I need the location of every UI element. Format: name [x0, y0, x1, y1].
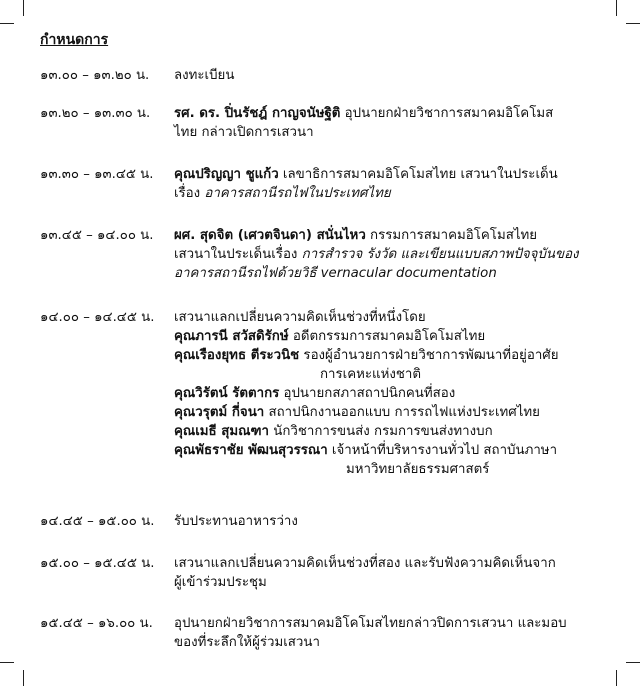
crop-mark-top-right [626, 23, 640, 24]
panelist: คุณเมธี สุมณฑา นักวิชาการขนส่ง กรมการขนส่งทางบก [174, 424, 493, 439]
schedule-description: อุปนายกฝ่ายวิชาการสมาคมอิโคโมสไทยกล่าวปิดการเสวนา และมอบ ของที่ระลึกให้ผู้ร่วมเสวนา [174, 616, 567, 650]
schedule-time: ๑๕.๔๕ – ๑๖.๐๐ น. [40, 616, 153, 631]
crop-mark-top-right [616, 0, 617, 16]
schedule-time: ๑๓.๐๐ – ๑๓.๒๐ น. [40, 68, 150, 83]
panelist-name: คุณวิรัตน์ รัตตากร [174, 386, 280, 401]
schedule-description: เสวนาแลกเปลี่ยนความคิดเห็นช่วงที่หนึ่งโดย คุณภารนี สวัสดิรักษ์ อดีตกรรมการสมาคมอิโคโมสไทย คุณเรืองยุทธ ตีระวนิช รองผู้อำนวยการฝ่ายวิชาการพัฒนาที่อยู่อาศัย การเคหะแห่งชาติ คุณวิรัตน์ รัตตากร อุปนายกสภาสถาปนิกคนที่สอง คุณวรุตม์ กี่จนา สถาปนิกงานออกแบบ การรถไฟแห่งประเทศไทย คุณเมธี สุมณฑา นักวิชาการขนส่ง กรมการขนส่งทางบก คุณพัธราชัย พัฒนสุวรรณา เจ้าหน้าที่บริหารงานทั่วไป สถาบันภาษา มหาวิทยาลัยธรรมศาสตร์ [174, 308, 604, 479]
panelist: คุณพัธราชัย พัฒนสุวรรณา เจ้าหน้าที่บริหารงานทั่วไป สถาบันภาษา [174, 443, 558, 458]
crop-mark-top-left [0, 23, 14, 24]
crop-mark-bottom-right [626, 662, 640, 663]
schedule-time: ๑๓.๓๐ – ๑๓.๔๕ น. [40, 167, 154, 182]
schedule-description: คุณปริญญา ชูแก้ว เลขาธิการสมาคมอิโคโมสไทย เสวนาในประเด็น เรื่อง อาคารสถานีรถไฟในประเทศไทย [174, 167, 558, 201]
schedule-time: ๑๓.๒๐ – ๑๓.๓๐ น. [40, 106, 151, 121]
page-title: กำหนดการ [40, 32, 109, 48]
panelist-name: คุณภารนี สวัสดิรักษ์ [174, 329, 289, 344]
schedule-time: ๑๔.๐๐ – ๑๔.๔๕ น. [40, 310, 155, 325]
topic-title: การสำรวจ รังวัด และเขียนแบบสภาพปัจจุบันของ [301, 247, 579, 262]
panelist: คุณเรืองยุทธ ตีระวนิช รองผู้อำนวยการฝ่ายวิชาการพัฒนาที่อยู่อาศัย [174, 348, 559, 363]
schedule-time: ๑๕.๐๐ – ๑๕.๔๕ น. [40, 556, 155, 571]
speaker-name: ผศ. สุดจิต (เศวตจินดา) สนั่นไหว [174, 228, 366, 243]
panelist-name: คุณเมธี สุมณฑา [174, 424, 270, 439]
schedule-description: รับประทานอาหารว่าง [174, 514, 298, 529]
schedule-time: ๑๓.๔๕ – ๑๔.๐๐ น. [40, 228, 154, 243]
speaker-name: รศ. ดร. ปิ่นรัชฎ์ กาญจนัษฐิติ [174, 106, 341, 121]
panelist-name: คุณเรืองยุทธ ตีระวนิช [174, 348, 300, 363]
schedule-time: ๑๔.๔๕ – ๑๕.๐๐ น. [40, 514, 155, 529]
topic-title: อาคารสถานีรถไฟในประเทศไทย [204, 186, 391, 201]
topic-title: อาคารสถานีรถไฟด้วยวิธี vernacular documentation [174, 266, 497, 281]
panelist: คุณวิรัตน์ รัตตากร อุปนายกสภาสถาปนิกคนที่สอง [174, 386, 456, 401]
crop-mark-bottom-left [0, 662, 14, 663]
crop-mark-bottom-left [23, 670, 24, 686]
schedule-description: ลงทะเบียน [174, 68, 235, 83]
panelist: คุณภารนี สวัสดิรักษ์ อดีตกรรมการสมาคมอิโคโมสไทย [174, 329, 486, 344]
panelist: คุณวรุตม์ กี่จนา สถาปนิกงานออกแบบ การรถไฟแห่งประเทศไทย [174, 405, 540, 420]
panelist-name: คุณวรุตม์ กี่จนา [174, 405, 265, 420]
schedule-description: ผศ. สุดจิต (เศวตจินดา) สนั่นไหว กรรมการสมาคมอิโคโมสไทย เสวนาในประเด็นเรื่อง การสำรวจ รังวัด และเขียนแบบสภาพปัจจุบันของ อาคารสถานีรถไฟด้วยวิธี vernacular documentation [174, 228, 579, 281]
schedule-description: เสวนาแลกเปลี่ยนความคิดเห็นช่วงที่สอง และรับฟังความคิดเห็นจาก ผู้เข้าร่วมประชุม [174, 556, 556, 590]
speaker-name: คุณปริญญา ชูแก้ว [174, 167, 279, 182]
crop-mark-top-left [23, 0, 24, 16]
schedule-description: รศ. ดร. ปิ่นรัชฎ์ กาญจนัษฐิติ อุปนายกฝ่ายวิชาการสมาคมอิโคโมส ไทย กล่าวเปิดการเสวนา [174, 106, 554, 140]
crop-mark-bottom-right [616, 670, 617, 686]
panelist-name: คุณพัธราชัย พัฒนสุวรรณา [174, 443, 328, 458]
